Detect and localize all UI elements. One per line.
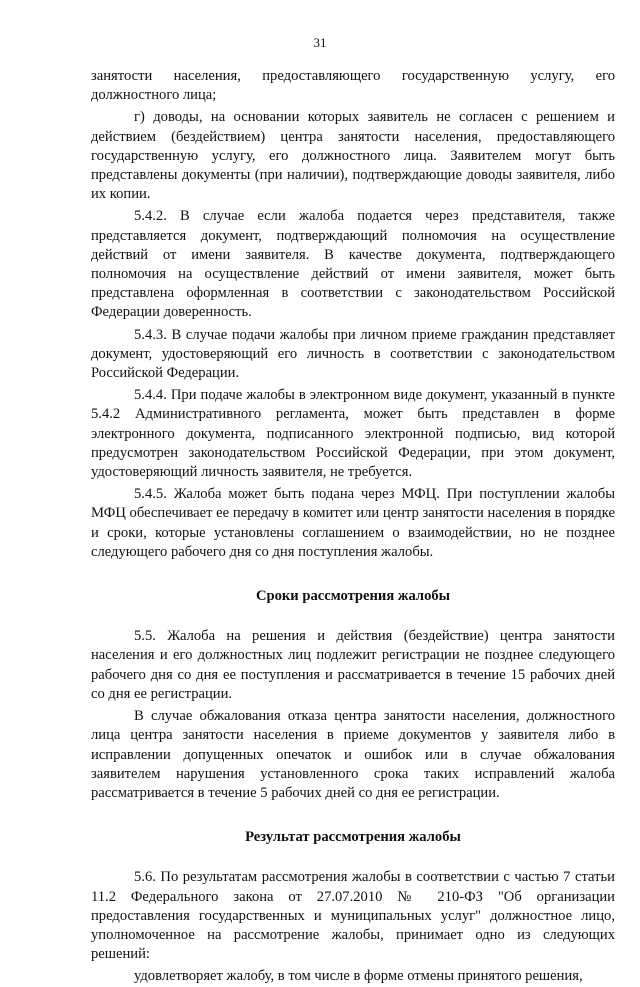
page-number: 31 [313,35,327,50]
paragraph-5-4-2: 5.4.2. В случае если жалоба подается через представителя, также представляется документ, подтверждающий полномочия на осуществление действий от имени заявителя. В качестве документа, подтверждающего полномочия на осуществление действий от имени заявителя, может быть представлена оформленная в соответствии с законодательством Российской Федерации доверенность. [91,208,615,321]
section-heading-review-terms: Сроки рассмотрения жалобы [255,588,451,605]
paragraph-refusal-appeal: В случае обжалования отказа центра занятости населения, должностного лица центра занятости населения в приеме документов у заявителя либо в исправлении допущенных опечаток и ошибок или в случае обжалования заявителем нарушения установленного срока таких исправлений жалоба рассматривается в течение 5 рабочих дней со дня ее регистрации. [91,708,615,801]
section-heading-review-result: Результат рассмотрения жалобы [245,829,461,846]
paragraph-continuation: занятости населения, предоставляющего государственную услугу, его должностного лица; [91,68,615,104]
paragraph-5-4-5: 5.4.5. Жалоба может быть подана через МФЦ. При поступлении жалобы МФЦ обеспечивает ее передачу в комитет или центр занятости населения в порядке и сроки, которые установлены соглашением о взаимодействии, но не позднее следующего рабочего дня со дня поступления жалобы. [91,486,615,560]
document-body [91,67,615,987]
paragraph-5-4-4: 5.4.4. При подаче жалобы в электронном виде документ, указанный в пункте 5.4.2 Административного регламента, может быть представлен в форме электронного документа, подписанного электронной подписью, вид которой предусмотрен законодательством Российской Федерации, при этом документ, удостоверяющий личность заявителя, не требуется. [91,387,615,481]
paragraph-5-6: 5.6. По результатам рассмотрения жалобы в соответствии с частью 7 статьи 11.2 Федерального закона от 27.07.2010 № 210-ФЗ "Об организации предоставления государственных и муниципальных услуг" должностное лицо, уполномоченное на рассмотрение жалобы, принимает одно из следующих решений: [91,869,615,963]
paragraph-5-5: 5.5. Жалоба на решения и действия (бездействие) центра занятости населения и его должностных лиц подлежит регистрации не позднее следующего рабочего дня со дня ее поступления и рассматривается в течение 15 рабочих дней со дня ее регистрации. [91,628,615,702]
paragraph-5-4-3: 5.4.3. В случае подачи жалобы при личном приеме гражданин представляет документ, удостоверяющий его личность в соответствии с законодательством Российской Федерации. [91,326,615,382]
paragraph-satisfy-complaint: удовлетворяет жалобу, в том числе в форме отмены принятого решения, [134,968,583,985]
paragraph-item-g: г) доводы, на основании которых заявитель не согласен с решением и действием (бездействием) центра занятости населения, предоставляющего государственную услугу, его должностного лица. Заявителем могут быть представлены документы (при наличии), подтверждающие доводы заявителя, либо их копии. [91,109,615,203]
